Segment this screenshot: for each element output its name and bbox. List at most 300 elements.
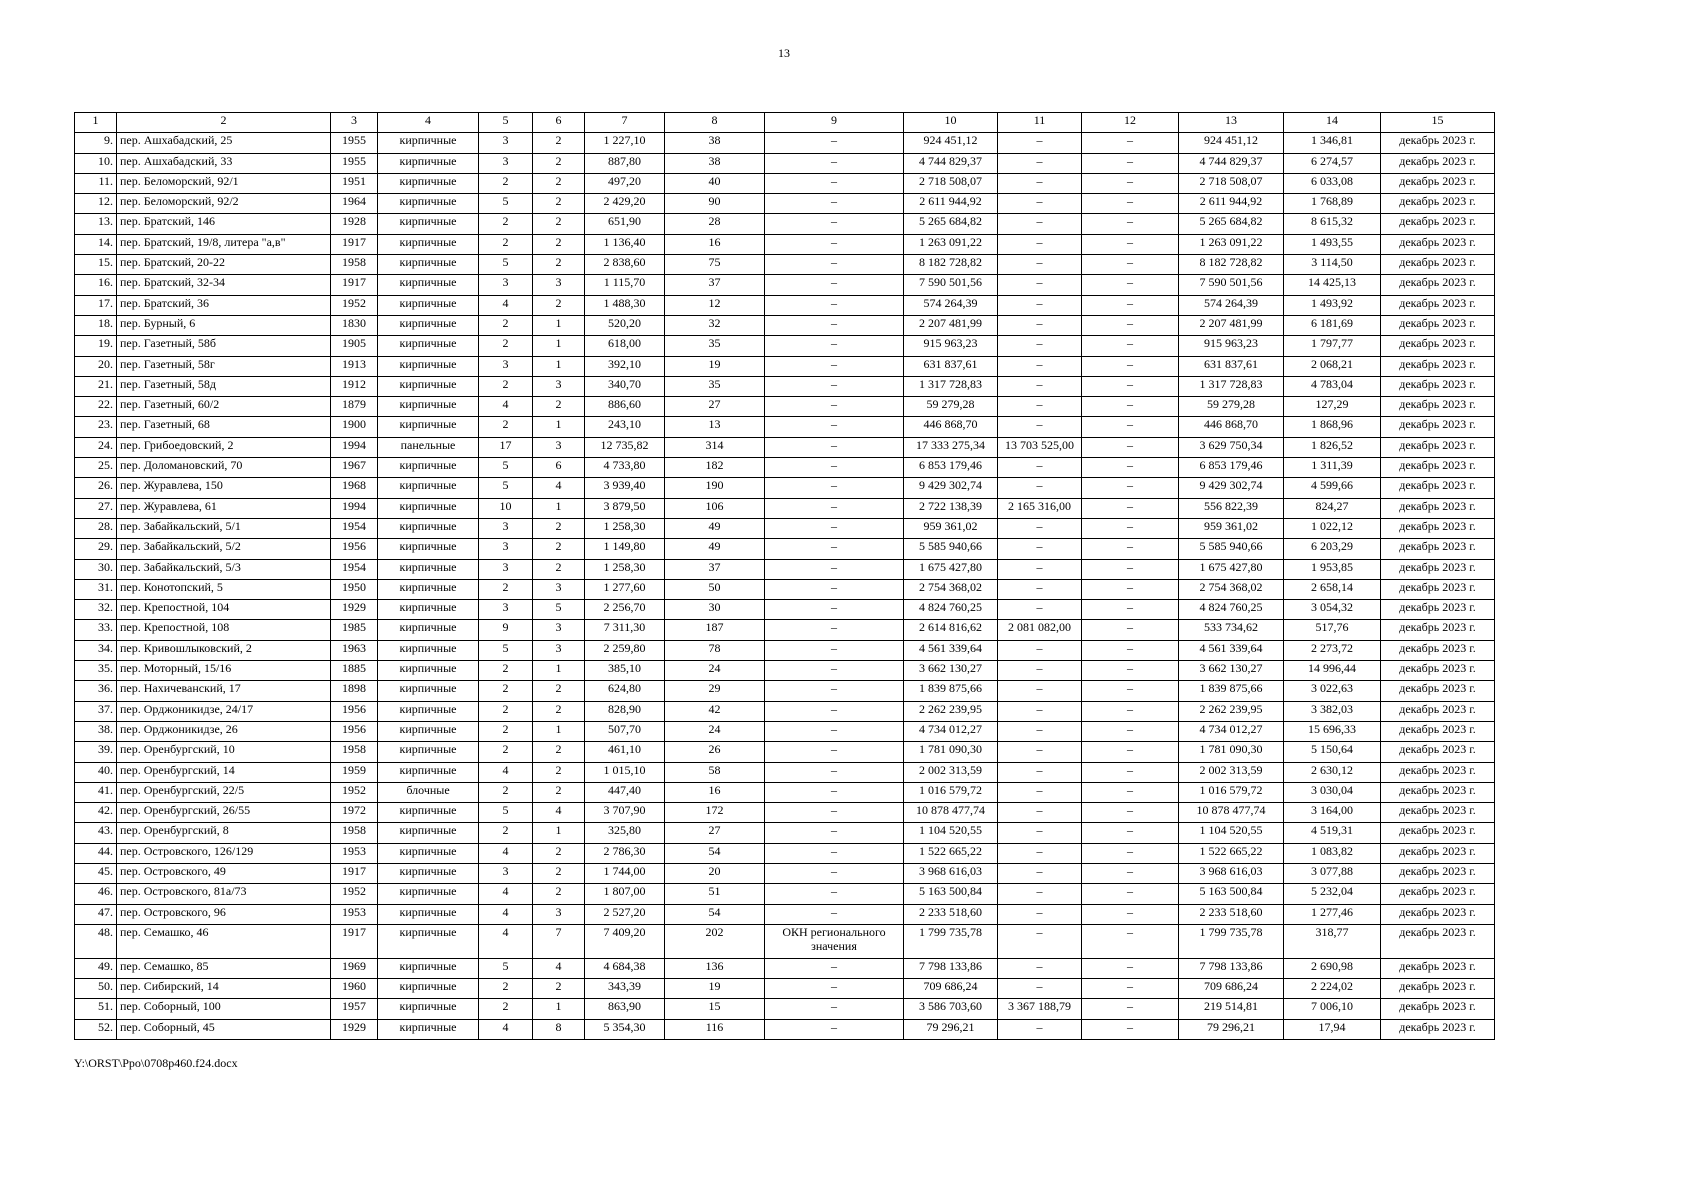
table-cell: – — [1082, 620, 1179, 640]
table-cell: 3 — [533, 620, 585, 640]
table-cell: 2 224,02 — [1284, 979, 1381, 999]
table-cell: 37 — [665, 559, 765, 579]
table-cell: 1 826,52 — [1284, 437, 1381, 457]
table-cell: 35 — [665, 376, 765, 396]
table-cell: 1 799 735,78 — [904, 924, 998, 958]
table-cell: 1 — [533, 417, 585, 437]
table-cell: – — [765, 681, 904, 701]
table-cell: – — [765, 458, 904, 478]
table-cell: 3 077,88 — [1284, 863, 1381, 883]
table-cell: 828,90 — [585, 701, 665, 721]
table-cell: 5 — [479, 640, 533, 660]
table-cell: кирпичные — [378, 539, 479, 559]
table-cell: – — [998, 275, 1082, 295]
table-cell: 1 016 579,72 — [1179, 782, 1284, 802]
table-cell: кирпичные — [378, 315, 479, 335]
table-cell: 3 — [533, 437, 585, 457]
table-cell: 2 630,12 — [1284, 762, 1381, 782]
table-cell: 556 822,39 — [1179, 498, 1284, 518]
table-cell: декабрь 2023 г. — [1381, 153, 1495, 173]
table-cell: – — [765, 661, 904, 681]
table-cell: 1 115,70 — [585, 275, 665, 295]
table-cell: 29 — [665, 681, 765, 701]
table-cell: – — [998, 173, 1082, 193]
table-cell: 1 675 427,80 — [1179, 559, 1284, 579]
table-cell: 1 — [533, 498, 585, 518]
table-cell: 2 754 368,02 — [1179, 579, 1284, 599]
table-cell: пер. Журавлева, 61 — [117, 498, 331, 518]
table-cell: 2 — [479, 315, 533, 335]
table-body — [75, 133, 1495, 1040]
column-header: 7 — [585, 113, 665, 133]
table-cell: кирпичные — [378, 640, 479, 660]
table-cell: 5 150,64 — [1284, 742, 1381, 762]
table-cell: – — [765, 742, 904, 762]
table-cell: 48. — [75, 924, 117, 958]
table-cell: – — [1082, 701, 1179, 721]
table-cell: – — [1082, 315, 1179, 335]
table-cell: 1994 — [331, 437, 378, 457]
table-cell: 1967 — [331, 458, 378, 478]
table-cell: пер. Крепостной, 108 — [117, 620, 331, 640]
table-cell: 17 333 275,34 — [904, 437, 998, 457]
table-cell: 3 — [479, 356, 533, 376]
table-cell: 28 — [665, 214, 765, 234]
table-cell: – — [998, 315, 1082, 335]
table-cell: 37 — [665, 275, 765, 295]
table-cell: кирпичные — [378, 579, 479, 599]
table-cell: 2 — [533, 742, 585, 762]
table-cell: – — [998, 803, 1082, 823]
table-cell: 631 837,61 — [904, 356, 998, 376]
table-cell: 5 354,30 — [585, 1019, 665, 1039]
table-cell: 3 114,50 — [1284, 255, 1381, 275]
table-cell: пер. Братский, 146 — [117, 214, 331, 234]
table-cell: 1 522 665,22 — [904, 843, 998, 863]
table-cell: – — [765, 863, 904, 883]
table-cell: 392,10 — [585, 356, 665, 376]
table-row — [75, 924, 1495, 958]
table-cell: пер. Журавлева, 150 — [117, 478, 331, 498]
table-cell: 2 — [479, 173, 533, 193]
table-cell: 21. — [75, 376, 117, 396]
table-cell: – — [765, 234, 904, 254]
table-cell: 78 — [665, 640, 765, 660]
table-cell: кирпичные — [378, 397, 479, 417]
table-cell: 2 — [533, 863, 585, 883]
table-cell: 7 409,20 — [585, 924, 665, 958]
table-cell: 3 662 130,27 — [1179, 661, 1284, 681]
table-cell: 4 561 339,64 — [1179, 640, 1284, 660]
table-cell: 45. — [75, 863, 117, 883]
table-cell: 2 — [533, 397, 585, 417]
column-header: 11 — [998, 113, 1082, 133]
table-cell: декабрь 2023 г. — [1381, 884, 1495, 904]
table-cell: 10. — [75, 153, 117, 173]
table-cell: 1 083,82 — [1284, 843, 1381, 863]
table-cell: 7 798 133,86 — [1179, 958, 1284, 978]
table-cell: – — [765, 999, 904, 1019]
table-cell: – — [998, 1019, 1082, 1039]
table-cell: 4 734 012,27 — [904, 721, 998, 741]
table-row — [75, 458, 1495, 478]
table-cell: 2 838,60 — [585, 255, 665, 275]
table-cell: 2 207 481,99 — [904, 315, 998, 335]
column-header: 13 — [1179, 113, 1284, 133]
table-cell: 3 — [479, 518, 533, 538]
table-row — [75, 681, 1495, 701]
table-cell: 2 — [533, 884, 585, 904]
table-cell: 4 519,31 — [1284, 823, 1381, 843]
table-cell: 1 839 875,66 — [1179, 681, 1284, 701]
table-row — [75, 153, 1495, 173]
table-cell: – — [765, 640, 904, 660]
table-cell: 22. — [75, 397, 117, 417]
table-cell: – — [765, 194, 904, 214]
table-cell: – — [1082, 782, 1179, 802]
table-cell: 4 — [533, 803, 585, 823]
table-cell: 1 768,89 — [1284, 194, 1381, 214]
table-cell: 3 — [479, 153, 533, 173]
table-cell: 2 — [479, 336, 533, 356]
table-cell: – — [765, 133, 904, 153]
table-cell: 1 868,96 — [1284, 417, 1381, 437]
table-cell: декабрь 2023 г. — [1381, 275, 1495, 295]
table-cell: 2 614 816,62 — [904, 620, 998, 640]
table-cell: 1 744,00 — [585, 863, 665, 883]
table-cell: декабрь 2023 г. — [1381, 1019, 1495, 1039]
table-cell: 1 263 091,22 — [1179, 234, 1284, 254]
table-cell: 1 022,12 — [1284, 518, 1381, 538]
table-cell: 9 429 302,74 — [1179, 478, 1284, 498]
table-cell: 1 — [533, 336, 585, 356]
table-cell: 2 690,98 — [1284, 958, 1381, 978]
table-cell: 59 279,28 — [1179, 397, 1284, 417]
column-header: 9 — [765, 113, 904, 133]
table-cell: пер. Газетный, 58г — [117, 356, 331, 376]
table-cell: 2 — [533, 762, 585, 782]
table-cell: декабрь 2023 г. — [1381, 478, 1495, 498]
table-cell: 32 — [665, 315, 765, 335]
table-cell: декабрь 2023 г. — [1381, 958, 1495, 978]
table-cell: – — [1082, 133, 1179, 153]
table-cell: – — [1082, 979, 1179, 999]
table-cell: 13 — [665, 417, 765, 437]
table-cell: – — [1082, 661, 1179, 681]
table-cell: 3 — [479, 133, 533, 153]
table-cell: 1951 — [331, 173, 378, 193]
table-cell: 2 — [533, 782, 585, 802]
table-cell: 2 — [479, 417, 533, 437]
table-cell: 5 163 500,84 — [1179, 884, 1284, 904]
table-cell: 1958 — [331, 742, 378, 762]
table-cell: декабрь 2023 г. — [1381, 999, 1495, 1019]
table-cell: декабрь 2023 г. — [1381, 518, 1495, 538]
table-cell: 1 346,81 — [1284, 133, 1381, 153]
table-cell: кирпичные — [378, 417, 479, 437]
table-cell: 26 — [665, 742, 765, 762]
table-cell: 507,70 — [585, 721, 665, 741]
table-cell: – — [765, 762, 904, 782]
table-cell: – — [765, 843, 904, 863]
table-cell: 915 963,23 — [904, 336, 998, 356]
table-cell: 4 783,04 — [1284, 376, 1381, 396]
table-cell: 49. — [75, 958, 117, 978]
table-cell: 3 382,03 — [1284, 701, 1381, 721]
table-cell: 2 429,20 — [585, 194, 665, 214]
table-cell: 49 — [665, 518, 765, 538]
table-cell: – — [765, 884, 904, 904]
table-cell: декабрь 2023 г. — [1381, 356, 1495, 376]
table-cell: – — [1082, 640, 1179, 660]
table-cell: 11. — [75, 173, 117, 193]
table-cell: – — [1082, 924, 1179, 958]
table-cell: – — [1082, 255, 1179, 275]
table-cell: – — [998, 823, 1082, 843]
table-cell: 9. — [75, 133, 117, 153]
table-cell: 1929 — [331, 600, 378, 620]
table-cell: 26. — [75, 478, 117, 498]
table-cell: 30. — [75, 559, 117, 579]
table-cell: 19. — [75, 336, 117, 356]
table-cell: 959 361,02 — [904, 518, 998, 538]
table-row — [75, 600, 1495, 620]
table-cell: – — [998, 600, 1082, 620]
table-cell: 1953 — [331, 843, 378, 863]
table-row — [75, 843, 1495, 863]
table-cell: – — [998, 958, 1082, 978]
table-row — [75, 661, 1495, 681]
table-cell: 2 — [533, 701, 585, 721]
table-cell: кирпичные — [378, 999, 479, 1019]
table-cell: кирпичные — [378, 478, 479, 498]
table-cell: 4 744 829,37 — [904, 153, 998, 173]
table-cell: – — [765, 721, 904, 741]
table-cell: 2 165 316,00 — [998, 498, 1082, 518]
table-cell: 1 — [533, 999, 585, 1019]
table-cell: 1917 — [331, 924, 378, 958]
table-cell: – — [1082, 863, 1179, 883]
table-cell: 4 599,66 — [1284, 478, 1381, 498]
table-cell: – — [998, 153, 1082, 173]
table-cell: 17,94 — [1284, 1019, 1381, 1039]
table-cell: 6 — [533, 458, 585, 478]
table-cell: 38. — [75, 721, 117, 741]
table-cell: 4 684,38 — [585, 958, 665, 978]
table-cell: 7 590 501,56 — [904, 275, 998, 295]
table-cell: 1969 — [331, 958, 378, 978]
table-cell: 5 265 684,82 — [1179, 214, 1284, 234]
table-cell: – — [1082, 721, 1179, 741]
table-cell: – — [998, 640, 1082, 660]
table-cell: 2 256,70 — [585, 600, 665, 620]
table-cell: пер. Островского, 81а/73 — [117, 884, 331, 904]
table-cell: 1956 — [331, 539, 378, 559]
table-row — [75, 640, 1495, 660]
table-cell: декабрь 2023 г. — [1381, 782, 1495, 802]
table-cell: 1900 — [331, 417, 378, 437]
table-cell: – — [998, 701, 1082, 721]
table-cell: – — [998, 782, 1082, 802]
table-cell: декабрь 2023 г. — [1381, 173, 1495, 193]
table-cell: 915 963,23 — [1179, 336, 1284, 356]
table-cell: 7 590 501,56 — [1179, 275, 1284, 295]
table-row — [75, 979, 1495, 999]
table-cell: 461,10 — [585, 742, 665, 762]
table-cell: 3 939,40 — [585, 478, 665, 498]
table-cell: кирпичные — [378, 661, 479, 681]
table-cell: кирпичные — [378, 681, 479, 701]
table-cell: – — [765, 823, 904, 843]
table-cell: пер. Беломорский, 92/1 — [117, 173, 331, 193]
table-cell: 14 996,44 — [1284, 661, 1381, 681]
table-cell: 446 868,70 — [904, 417, 998, 437]
table-cell: кирпичные — [378, 153, 479, 173]
table-cell: – — [1082, 376, 1179, 396]
table-cell: 343,39 — [585, 979, 665, 999]
table-cell: 1994 — [331, 498, 378, 518]
table-cell: 1956 — [331, 721, 378, 741]
table-cell: 3 054,32 — [1284, 600, 1381, 620]
table-cell: – — [998, 478, 1082, 498]
table-cell: – — [1082, 742, 1179, 762]
table-cell: кирпичные — [378, 275, 479, 295]
table-cell: 4 — [533, 478, 585, 498]
table-cell: 1954 — [331, 518, 378, 538]
table-cell: 5 — [479, 458, 533, 478]
table-cell: 1957 — [331, 999, 378, 1019]
table-cell: 79 296,21 — [904, 1019, 998, 1039]
table-cell: 1955 — [331, 133, 378, 153]
table-cell: 79 296,21 — [1179, 1019, 1284, 1039]
table-cell: – — [765, 579, 904, 599]
table-cell: 35. — [75, 661, 117, 681]
table-cell: 3 707,90 — [585, 803, 665, 823]
table-cell: 54 — [665, 843, 765, 863]
table-cell: 19 — [665, 356, 765, 376]
table-cell: пер. Семашко, 85 — [117, 958, 331, 978]
table-cell: кирпичные — [378, 295, 479, 315]
table-cell: – — [1082, 173, 1179, 193]
table-cell: 1 493,92 — [1284, 295, 1381, 315]
table-cell: – — [1082, 518, 1179, 538]
table-cell: 1963 — [331, 640, 378, 660]
table-cell: 43. — [75, 823, 117, 843]
table-cell: 5 163 500,84 — [904, 884, 998, 904]
table-cell: 28. — [75, 518, 117, 538]
table-cell: 4 824 760,25 — [1179, 600, 1284, 620]
table-cell: кирпичные — [378, 721, 479, 741]
table-cell: – — [998, 255, 1082, 275]
table-cell: – — [998, 458, 1082, 478]
table-cell: – — [1082, 539, 1179, 559]
table-cell: – — [1082, 999, 1179, 1019]
table-row — [75, 823, 1495, 843]
table-cell: 4 — [479, 884, 533, 904]
table-cell: 16. — [75, 275, 117, 295]
table-cell: – — [765, 376, 904, 396]
table-cell: 19 — [665, 979, 765, 999]
table-cell: 1 781 090,30 — [904, 742, 998, 762]
table-cell: 1913 — [331, 356, 378, 376]
table-row — [75, 173, 1495, 193]
table-cell: – — [765, 979, 904, 999]
table-cell: 517,76 — [1284, 620, 1381, 640]
table-cell: 1954 — [331, 559, 378, 579]
table-cell: 4 — [479, 843, 533, 863]
table-cell: 2 — [533, 559, 585, 579]
table-cell: кирпичные — [378, 803, 479, 823]
table-cell: 3 — [533, 376, 585, 396]
table-cell: 35 — [665, 336, 765, 356]
table-cell: 2 786,30 — [585, 843, 665, 863]
table-cell: 887,80 — [585, 153, 665, 173]
table-cell: декабрь 2023 г. — [1381, 295, 1495, 315]
table-cell: декабрь 2023 г. — [1381, 661, 1495, 681]
table-cell: декабрь 2023 г. — [1381, 762, 1495, 782]
table-cell: 3 022,63 — [1284, 681, 1381, 701]
table-cell: 9 429 302,74 — [904, 478, 998, 498]
table-cell: 3 367 188,79 — [998, 999, 1082, 1019]
table-cell: – — [765, 255, 904, 275]
table-cell: 1953 — [331, 904, 378, 924]
table-cell: пер. Оренбургский, 26/55 — [117, 803, 331, 823]
column-header: 10 — [904, 113, 998, 133]
table-cell: 4 824 760,25 — [904, 600, 998, 620]
table-cell: 1 807,00 — [585, 884, 665, 904]
column-header: 15 — [1381, 113, 1495, 133]
table-cell: кирпичные — [378, 823, 479, 843]
housing-register-table — [74, 112, 1495, 1040]
table-cell: 4 733,80 — [585, 458, 665, 478]
table-cell: 34. — [75, 640, 117, 660]
table-row — [75, 904, 1495, 924]
table-cell: 2 — [533, 173, 585, 193]
table-cell: декабрь 2023 г. — [1381, 681, 1495, 701]
table-row — [75, 376, 1495, 396]
table-cell: 5 585 940,66 — [904, 539, 998, 559]
table-cell: 1960 — [331, 979, 378, 999]
table-cell: – — [998, 518, 1082, 538]
table-cell: декабрь 2023 г. — [1381, 194, 1495, 214]
table-cell: – — [998, 742, 1082, 762]
table-cell: – — [998, 721, 1082, 741]
table-cell: – — [1082, 579, 1179, 599]
table-cell: 325,80 — [585, 823, 665, 843]
table-cell: 2 754 368,02 — [904, 579, 998, 599]
table-cell: декабрь 2023 г. — [1381, 721, 1495, 741]
table-cell: 90 — [665, 194, 765, 214]
table-cell: блочные — [378, 782, 479, 802]
table-cell: 42. — [75, 803, 117, 823]
table-cell: 8 182 728,82 — [904, 255, 998, 275]
table-cell: 1 493,55 — [1284, 234, 1381, 254]
table-cell: – — [765, 295, 904, 315]
table-cell: 1 — [533, 661, 585, 681]
table-cell: пер. Оренбургский, 8 — [117, 823, 331, 843]
table-cell: – — [998, 924, 1082, 958]
table-cell: 1 277,60 — [585, 579, 665, 599]
table-cell: – — [998, 681, 1082, 701]
table-cell: 5 — [479, 255, 533, 275]
table-cell: пер. Газетный, 58д — [117, 376, 331, 396]
table-cell: 924 451,12 — [1179, 133, 1284, 153]
table-cell: пер. Оренбургский, 22/5 — [117, 782, 331, 802]
table-cell: пер. Орджоникидзе, 26 — [117, 721, 331, 741]
table-cell: кирпичные — [378, 958, 479, 978]
table-cell: – — [1082, 681, 1179, 701]
table-cell: 340,70 — [585, 376, 665, 396]
